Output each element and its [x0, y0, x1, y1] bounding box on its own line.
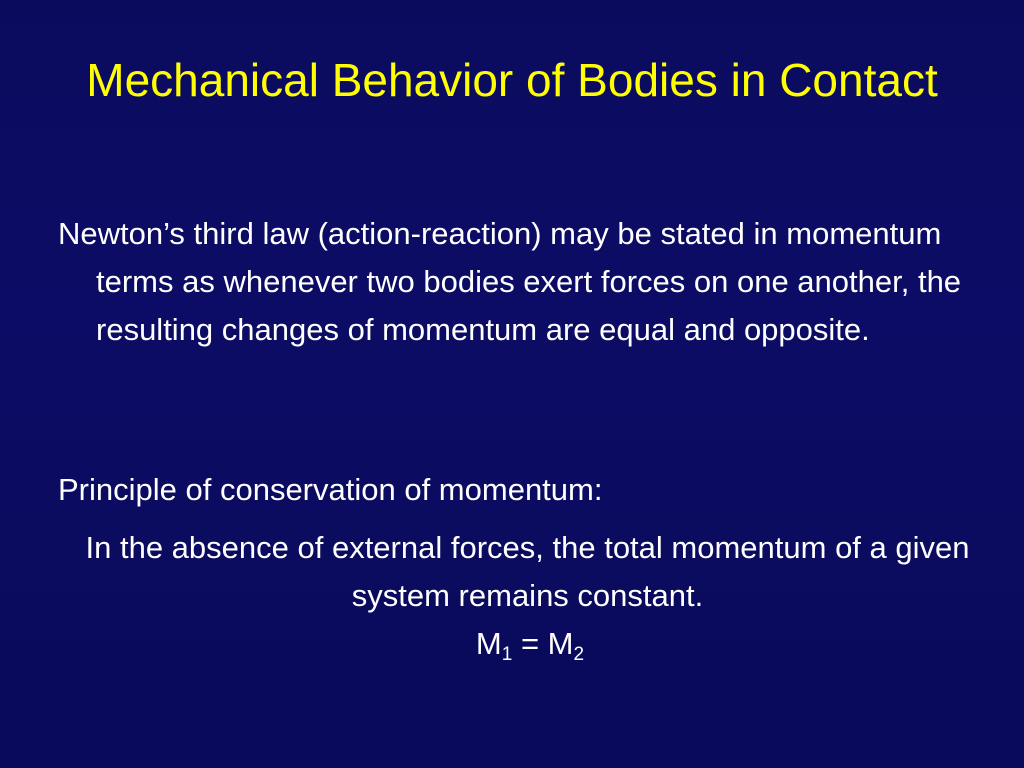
equation-lhs-subscript: 1 — [501, 644, 513, 665]
equation-lhs-symbol: M — [475, 626, 502, 661]
momentum-equation — [0, 620, 1024, 668]
equation-rhs-symbol: M — [547, 626, 574, 661]
equation-rhs-subscript: 2 — [573, 644, 585, 665]
newton-third-law-paragraph: Newton’s third law (action-reaction) may be stated in momentum terms as whenever two bodies exert forces on one another, the resulting changes of momentum are equal and opposite. — [58, 216, 962, 347]
equation-operator: = — [520, 626, 540, 661]
conservation-principle-heading: Principle of conservation of momentum: — [58, 472, 603, 507]
slide-title: Mechanical Behavior of Bodies in Contact — [86, 54, 938, 106]
conservation-statement: In the absence of external forces, the total momentum of a given system remains constant. — [85, 530, 970, 613]
